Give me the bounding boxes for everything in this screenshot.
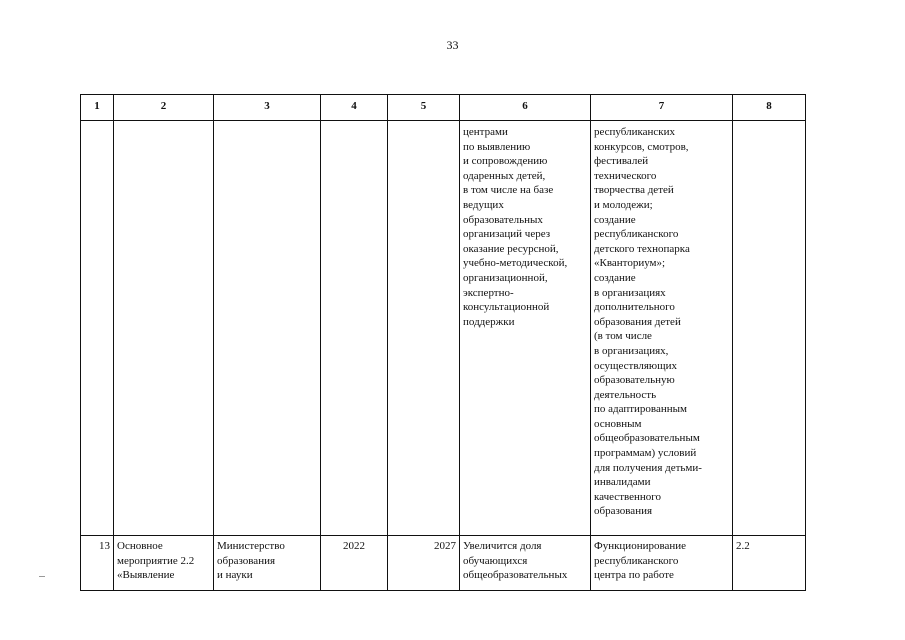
table-header-row (81, 95, 806, 121)
scan-mark (39, 576, 45, 577)
activity-details-cell: республиканских конкурсов, смотров, фестивалей технического творчества детей и молодежи; создание республиканского детского технопарка «Кванториум»; создание в организациях дополнительного образования детей (в том числе в организациях, осуществляющих образовательную деятельность по адаптированным основным общеобразовательным программам) условий для получения детьми- инвалидами качественного образования (591, 121, 733, 536)
table-cell (388, 121, 460, 536)
column-header-5: 5 (388, 95, 460, 121)
column-header-4: 4 (321, 95, 388, 121)
indicator-link-cell: 2.2 (733, 536, 806, 591)
table-cell (114, 121, 214, 536)
column-header-2: 2 (114, 95, 214, 121)
end-year-cell: 2027 (388, 536, 460, 591)
table-row-13 (81, 536, 806, 591)
row-number-cell: 13 (81, 536, 114, 591)
column-header-3: 3 (214, 95, 321, 121)
column-header-8: 8 (733, 95, 806, 121)
column-header-7: 7 (591, 95, 733, 121)
activity-details-cell: Функционирование республиканского центра по работе (591, 536, 733, 591)
activity-name-cell: Основное мероприятие 2.2 «Выявление (114, 536, 214, 591)
table-cell (214, 121, 321, 536)
start-year-cell: 2022 (321, 536, 388, 591)
program-activities-table (80, 94, 806, 591)
table-cell (321, 121, 388, 536)
column-header-1: 1 (81, 95, 114, 121)
page-number: 33 (446, 38, 459, 52)
table-cell (81, 121, 114, 536)
executor-cell: Министерство образования и науки (214, 536, 321, 591)
table-cell (733, 121, 806, 536)
expected-result-cell: центрами по выявлению и сопровождению одаренных детей, в том числе на базе ведущих образовательных организаций через оказание ресурсной, учебно-методической, организационной, экспертно- консультационной поддержки (460, 121, 591, 536)
table-row-continuation (81, 121, 806, 536)
expected-result-cell: Увеличится доля обучающихся общеобразовательных (460, 536, 591, 591)
column-header-6: 6 (460, 95, 591, 121)
